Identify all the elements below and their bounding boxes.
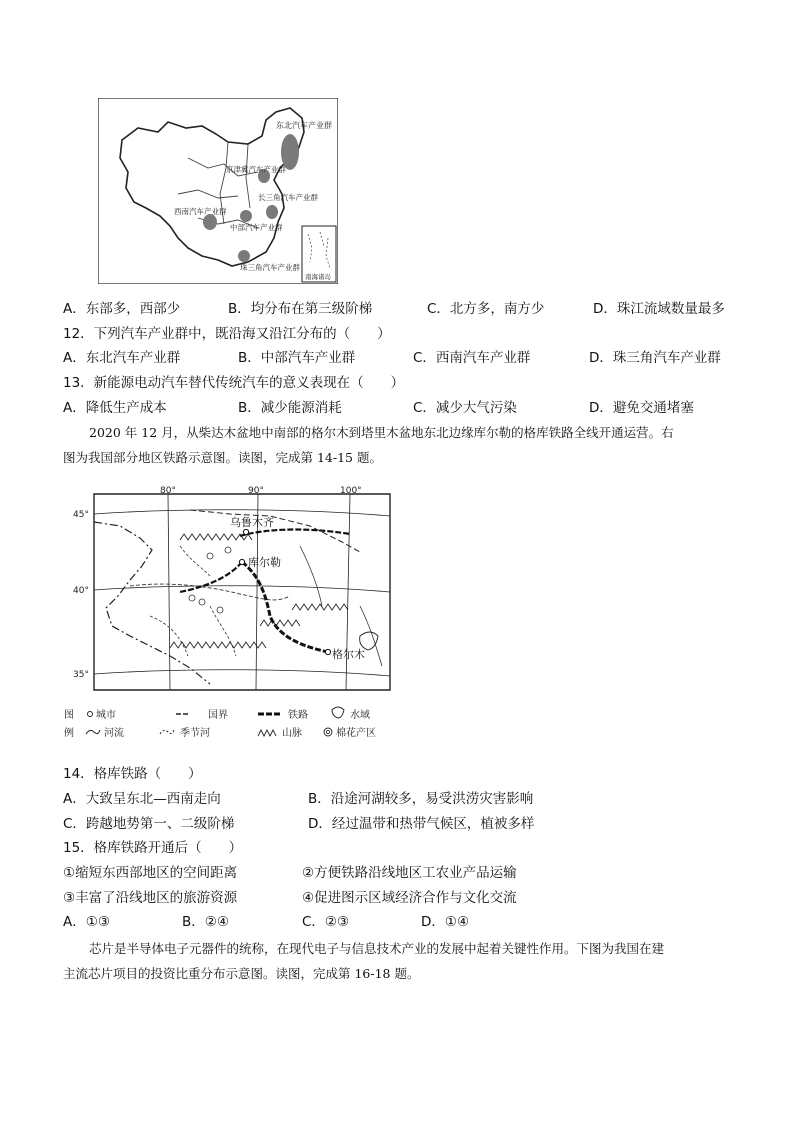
q11-option-b: B．均分布在第三级阶梯 (228, 301, 373, 317)
q13-stem: 13．新能源电动汽车替代传统汽车的意义表现在（ ） (63, 375, 405, 391)
passage2-line2: 主流芯片项目的投资比重分布示意图。读图，完成第 16-18 题。 (63, 966, 420, 981)
q13-option-d: D．避免交通堵塞 (589, 400, 694, 416)
pearl-cluster (238, 250, 250, 262)
legend-title-bottom: 例 (64, 728, 74, 739)
q12-stem: 12．下列汽车产业群中，既沿海又沿江分布的（ ） (63, 326, 391, 342)
label-yangtze: 长三角汽车产业群 (258, 193, 318, 202)
q15-statement-1: ①缩短东西部地区的空间距离 (63, 865, 238, 881)
q12-option-b: B．中部汽车产业群 (238, 350, 356, 366)
legend (64, 707, 376, 739)
lon-label-100: 100° (340, 486, 362, 496)
city-urumqi (243, 529, 248, 534)
lat-label-35: 35° (73, 670, 89, 680)
legend-railway: 铁路 (288, 710, 308, 721)
southwest-cluster (203, 214, 217, 230)
q11-option-d: D．珠江流域数量最多 (593, 301, 725, 317)
q15-option-d: D．①④ (421, 914, 470, 930)
q14-option-d: D．经过温带和热带气候区，植被多样 (308, 816, 535, 832)
label-southwest: 西南汽车产业群 (174, 207, 227, 216)
q15-statement-4: ④促进图示区域经济合作与文化交流 (302, 890, 517, 906)
label-pearl: 珠三角汽车产业群 (240, 263, 300, 272)
city-golmud (325, 649, 330, 654)
q15-option-b: B．②④ (182, 914, 229, 930)
yangtze-cluster (266, 205, 278, 219)
label-urumqi: 乌鲁木齐 (230, 516, 274, 529)
label-golmud: 格尔木 (332, 648, 365, 661)
legend-mountain: 山脉 (282, 728, 302, 739)
lat-label-40: 40° (73, 586, 89, 596)
lat-label-45: 45° (73, 510, 89, 520)
q12-option-a: A．东北汽车产业群 (63, 350, 181, 366)
lon-label-90: 90° (248, 486, 264, 496)
label-jingjinji: 京津冀汽车产业群 (226, 165, 286, 174)
q13-option-b: B．减少能源消耗 (238, 400, 342, 416)
q15-statement-2: ②方便铁路沿线地区工农业产品运输 (302, 865, 517, 881)
central-cluster (240, 210, 252, 222)
q14-stem: 14．格库铁路（ ） (63, 766, 202, 782)
legend-river: 河流 (104, 728, 124, 739)
q15-stem: 15．格库铁路开通后（ ） (63, 840, 243, 856)
label-korla: 库尔勒 (248, 556, 281, 569)
q13-option-c: C．减少大气污染 (413, 400, 517, 416)
railway-map (60, 486, 394, 746)
legend-cotton: 棉花产区 (336, 728, 376, 739)
passage1-line2: 图为我国部分地区铁路示意图。读图，完成第 14-15 题。 (63, 450, 382, 465)
q15-option-c: C．②③ (302, 914, 350, 930)
legend-seasonal-river: 季节河 (180, 728, 210, 739)
q14-option-a: A．大致呈东北—西南走向 (63, 791, 221, 807)
q12-option-c: C．西南汽车产业群 (413, 350, 531, 366)
q15-statement-3: ③丰富了沿线地区的旅游资源 (63, 890, 238, 906)
legend-city: 城市 (96, 710, 116, 721)
legend-border: 国界 (208, 710, 228, 721)
south-china-sea-inset (302, 226, 336, 282)
legend-water: 水域 (350, 710, 370, 721)
label-central: 中部汽车产业群 (230, 223, 283, 232)
label-scs: 南海诸岛 (305, 273, 331, 281)
q15-option-a: A．①③ (63, 914, 110, 930)
q14-option-c: C．跨越地势第一、二级阶梯 (63, 816, 235, 832)
q13-option-a: A．降低生产成本 (63, 400, 167, 416)
legend-title-top: 图 (64, 710, 74, 721)
city-korla (239, 559, 244, 564)
lon-label-80: 80° (160, 486, 176, 496)
passage1-line1: 2020 年 12 月，从柴达木盆地中南部的格尔木到塔里木盆地东北边缘库尔勒的格库铁路全线开通运营。右 (89, 425, 674, 440)
q11-option-a: A．东部多，西部少 (63, 301, 181, 317)
china-auto-cluster-map (98, 98, 338, 284)
q14-option-b: B．沿途河湖较多，易受洪涝灾害影响 (308, 791, 534, 807)
q11-option-c: C．北方多，南方少 (427, 301, 545, 317)
label-northeast: 东北汽车产业群 (276, 121, 332, 130)
q12-option-d: D．珠三角汽车产业群 (589, 350, 721, 366)
passage2-line1: 芯片是半导体电子元器件的统称，在现代电子与信息技术产业的发展中起着关键性作用。下图为我国在建 (89, 941, 665, 956)
